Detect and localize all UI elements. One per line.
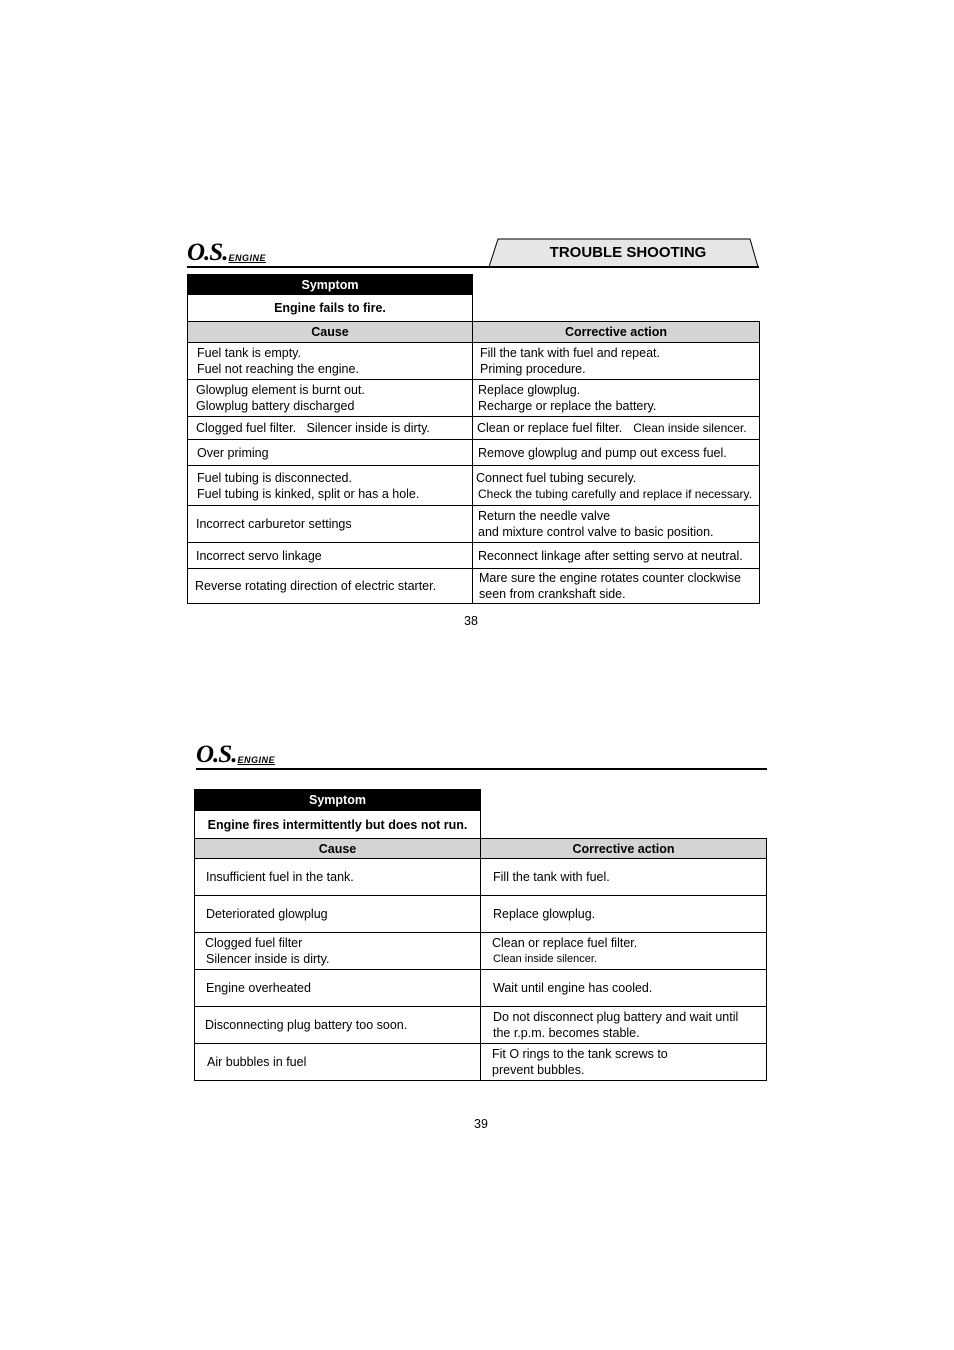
action-line: Priming procedure. xyxy=(480,362,586,376)
table-row xyxy=(188,569,760,604)
logo-engine: ENGINE xyxy=(228,253,266,263)
action-line: Do not disconnect plug battery and wait until xyxy=(493,1010,739,1024)
cause-line: Clogged fuel filter. Silencer inside is dirty. xyxy=(196,421,430,435)
action-line: Clean or replace fuel filter. xyxy=(492,936,638,950)
cause-line: Clogged fuel filter xyxy=(205,936,303,950)
action-line: Wait until engine has cooled. xyxy=(493,981,653,995)
cause-line: Reverse rotating direction of electric starter. xyxy=(195,579,437,593)
blank-cell xyxy=(481,790,767,839)
symptom-header: Symptom xyxy=(188,275,473,295)
symptom-value: Engine fires intermittently but does not run. xyxy=(195,811,481,839)
cause-line: Fuel tank is empty. xyxy=(197,346,301,360)
cause-header: Cause xyxy=(188,322,473,343)
action-line: Return the needle valve xyxy=(478,509,611,523)
page-number: 38 xyxy=(464,614,478,628)
cause-line: Glowplug battery discharged xyxy=(196,399,355,413)
os-engine-logo xyxy=(196,741,275,768)
action-line: Fill the tank with fuel and repeat. xyxy=(480,346,660,360)
cause-line: Engine overheated xyxy=(206,981,311,995)
cause-line: Disconnecting plug battery too soon. xyxy=(205,1018,408,1032)
action-header: Corrective action xyxy=(481,839,767,859)
action-line: and mixture control valve to basic position. xyxy=(478,525,714,539)
action-line: Reconnect linkage after setting servo at neutral. xyxy=(478,548,743,563)
action-line: Clean or replace fuel filter. xyxy=(477,421,623,435)
logo-os: O.S. xyxy=(187,239,228,266)
symptom-header: Symptom xyxy=(195,790,481,811)
action-line: Remove glowplug and pump out excess fuel. xyxy=(478,445,727,460)
action-line: Fill the tank with fuel. xyxy=(493,870,610,884)
os-engine-logo xyxy=(187,239,266,266)
cause-line: Incorrect servo linkage xyxy=(196,548,322,563)
table-row xyxy=(188,506,760,543)
table-row xyxy=(188,343,760,380)
action-header: Corrective action xyxy=(473,322,760,343)
table-row xyxy=(188,543,760,569)
cause-header: Cause xyxy=(195,839,481,859)
header-rule xyxy=(196,768,767,770)
cause-line: Deteriorated glowplug xyxy=(206,907,328,921)
table-row xyxy=(195,896,767,933)
blank-cell xyxy=(473,275,760,322)
action-line: prevent bubbles. xyxy=(492,1063,585,1077)
action-line: seen from crankshaft side. xyxy=(479,587,626,601)
cause-line: Insufficient fuel in the tank. xyxy=(206,870,354,884)
table-row xyxy=(195,933,767,970)
troubleshooting-table-38 xyxy=(187,274,760,604)
table-row xyxy=(188,440,760,466)
action-line: Clean inside silencer. xyxy=(633,421,747,435)
header-rule xyxy=(187,266,759,268)
table-row xyxy=(188,380,760,417)
cause-line: Incorrect carburetor settings xyxy=(196,517,352,531)
cause-line: Fuel not reaching the engine. xyxy=(197,362,359,376)
cause-line: Over priming xyxy=(197,445,269,460)
table-row xyxy=(195,1007,767,1044)
table-row xyxy=(188,466,760,506)
section-title: TROUBLE SHOOTING xyxy=(549,244,707,261)
action-line: Replace glowplug. xyxy=(493,907,596,921)
cause-line: Silencer inside is dirty. xyxy=(206,952,330,966)
cause-line: Glowplug element is burnt out. xyxy=(196,383,365,397)
table-row xyxy=(195,1044,767,1081)
action-line: Clean inside silencer. xyxy=(493,953,597,965)
logo-engine: ENGINE xyxy=(237,755,275,765)
logo-os: O.S. xyxy=(196,741,237,768)
troubleshooting-table-39 xyxy=(194,789,767,1081)
action-line: Replace glowplug. xyxy=(478,383,581,397)
cause-line: Air bubbles in fuel xyxy=(207,1055,307,1069)
page-number: 39 xyxy=(474,1117,488,1131)
action-line: Connect fuel tubing securely. xyxy=(476,470,637,485)
action-line: Recharge or replace the battery. xyxy=(478,399,657,413)
action-line: Mare sure the engine rotates counter clockwise xyxy=(479,571,741,585)
action-line: Check the tubing carefully and replace if necessary. xyxy=(478,486,752,501)
action-line: the r.p.m. becomes stable. xyxy=(493,1026,640,1040)
cause-line: Fuel tubing is kinked, split or has a hole. xyxy=(197,486,420,501)
table-row xyxy=(195,859,767,896)
table-row xyxy=(195,970,767,1007)
action-line: Fit O rings to the tank screws to xyxy=(492,1047,668,1061)
cause-line: Fuel tubing is disconnected. xyxy=(197,470,352,485)
symptom-value: Engine fails to fire. xyxy=(188,295,473,322)
table-row xyxy=(188,417,760,440)
